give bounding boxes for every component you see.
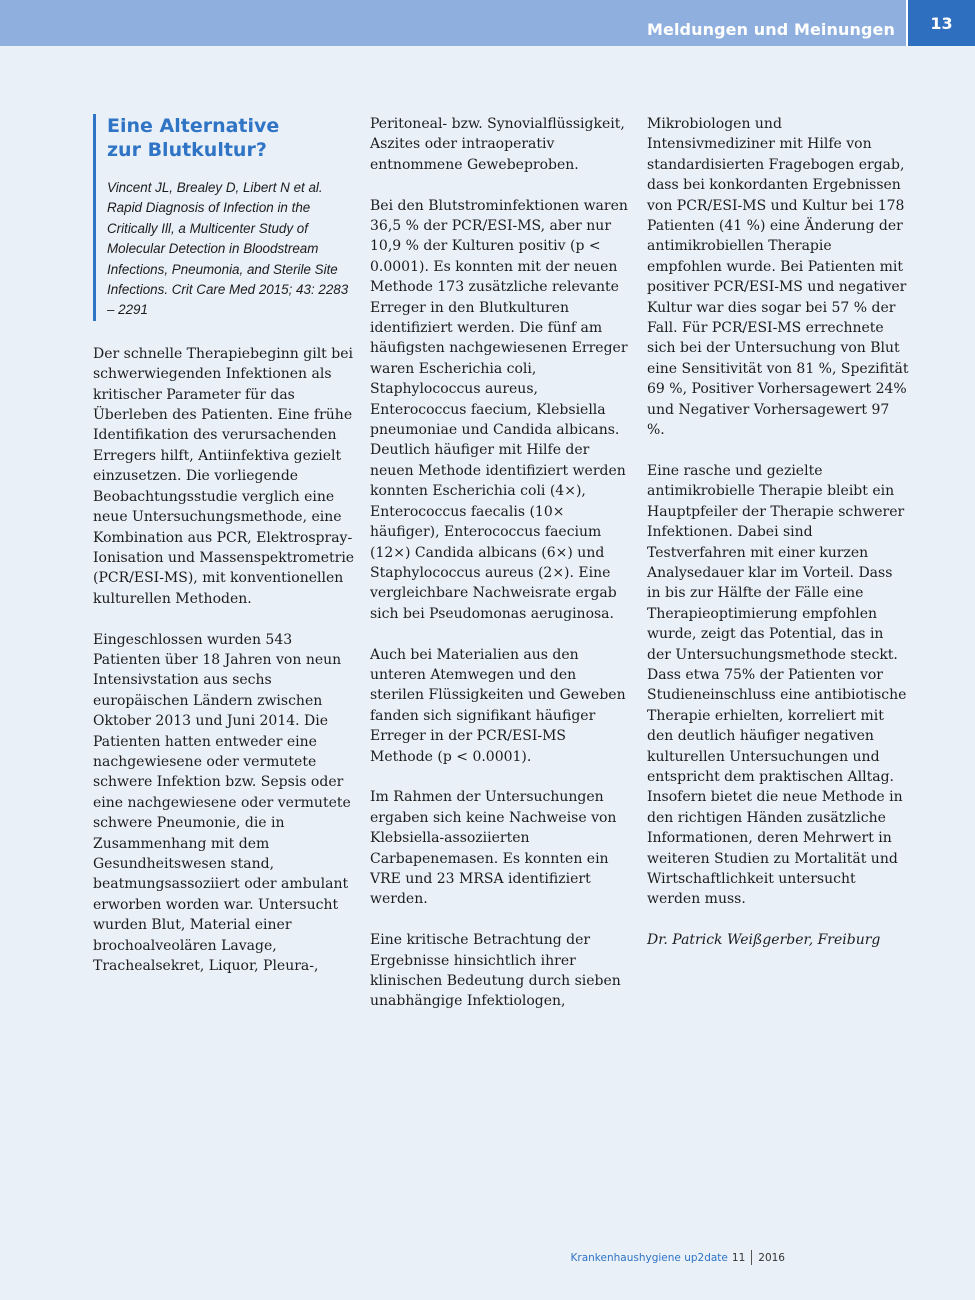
column-2 xyxy=(370,114,632,1032)
paragraph: Eingeschlossen wurden 543 Patienten über 18 Jahren von neun Intensivstation aus sechs europäischen Ländern zwischen Oktober 2013 und Juni 2014. Die Patienten hatten entweder eine nachgewiesene oder vermutete schwere Infektion bzw. Sepsis oder eine nachgewiesene oder vermutete schwere Pneumonie, die in Zusammenhang mit dem Gesundheitswesen stand, beatmungsassoziiert oder ambulant erworben worden war. Untersucht wurden Blut, Material einer brochoalveolären Lavage, Trachealsekret, Liquor, Pleura-, xyxy=(93,631,351,975)
section-title: Meldungen und Meinungen xyxy=(647,20,895,39)
paragraph: Der schnelle Therapiebeginn gilt bei schwerwiegenden Infektionen als kritischer Parameter für das Überleben des Patienten. Eine frühe Identifikation des verursachenden Erregers hilft, Antiinfektiva gezielt einzusetzen. Die vorliegende Beobachtungsstudie verglich eine neue Untersuchungsmethode, eine Kombination aus PCR, Elektrospray-Ionisation und Massenspektrometrie (PCR/ESI-MS), mit konventionellen kulturellen Methoden. xyxy=(93,345,355,607)
paragraph: Peritoneal- bzw. Synovialflüssigkeit, Aszites oder intraoperativ entnommene Gewebeproben. xyxy=(370,116,625,173)
paragraph: Bei den Blutstrominfektionen waren 36,5 % der PCR/ESI-MS, aber nur 10,9 % der Kulturen positiv (p < 0.0001). Es konnten mit der neuen Methode 173 zusätzliche relevante Erreger in den Blutkulturen identifiziert werden. Die fünf am häufigsten nachgewiesenen Erreger waren Escherichia coli, Staphylococcus aureus, Enterococcus faecium, Klebsiella pneumoniae und Candida albicans. Deutlich häufiger mit Hilfe der neuen Methode identifiziert werden konnten Escherichia coli (4×), Enterococcus faecalis (10× häufiger), Enterococcus faecium (12×) Candida albicans (6×) und Staphylococcus aureus (2×). Eine vergleichbare Nachweisrate ergab sich bei Pseudomonas aeruginosa. xyxy=(370,197,628,622)
column-3 xyxy=(647,114,909,971)
footer-issue: 11 xyxy=(731,1251,746,1264)
paragraph: Im Rahmen der Untersuchungen ergaben sich keine Nachweise von Klebsiella-assoziierten Carbapenemasen. Es konnten ein VRE und 23 MRSA identifiziert werden. xyxy=(370,789,617,908)
article-title xyxy=(107,114,355,162)
article-title-block xyxy=(93,114,355,321)
page-number: 13 xyxy=(908,0,975,46)
article-reference: Vincent JL, Brealey D, Libert N et al. Rapid Diagnosis of Infection in the Critically Ill, a Multicenter Study of Molecular Detection in Bloodstream Infections, Pneumonia, and Sterile Site Infections. Crit Care Med 2015; 43: 2283 – 2291 xyxy=(107,180,349,318)
footer-journal: Krankenhaushygiene up2date xyxy=(570,1251,728,1264)
article-title-line-1: Eine Alternative xyxy=(107,115,280,137)
footer-year: 2016 xyxy=(758,1251,785,1264)
paragraph: Eine rasche und gezielte antimikrobielle Therapie bleibt ein Hauptpfeiler der Therapie schwerer Infektionen. Dabei sind Testverfahren mit einer kurzen Analysedauer klar im Vorteil. Dass in bis zur Hälfte der Fälle eine Therapieoptimierung empfohlen wurde, zeigt das Potential, das in der Untersuchungsmethode steckt. Dass etwa 75% der Patienten vor Studieneinschluss eine antibiotische Therapie erhielten, korreliert mit den deutlich häufiger negativen kulturellen Untersuchungen und entspricht dem praktischen Alltag. Insofern bietet die neue Methode in den richtigen Händen zusätzliche Informationen, deren Mehrwert in weiteren Studien zu Mortalität und Wirtschaftlichkeit untersucht werden muss. xyxy=(647,462,907,908)
paragraph: Eine kritische Betrachtung der Ergebnisse hinsichtlich ihrer klinischen Bedeutung durch sieben unabhängige Infektiologen, xyxy=(370,932,621,1010)
article-author: Dr. Patrick Weißgerber, Freiburg xyxy=(647,932,881,949)
article-title-line-2: zur Blutkultur? xyxy=(107,139,267,161)
column-1 xyxy=(93,114,355,997)
paragraph: Mikrobiologen und Intensivmediziner mit Hilfe von standardisierten Fragebogen ergab, dass bei konkordanten Ergebnissen von PCR/ESI-MS und Kultur bei 178 Patienten (41 %) eine Änderung der antimikrobiellen Therapie empfohlen wurde. Bei Patienten mit positiver PCR/ESI-MS und negativer Kultur war dies sogar bei 57 % der Fall. Für PCR/ESI-MS errechnete sich bei der Untersuchung von Blut eine Sensitivität von 81 %, Spezifität 69 %, Positiver Vorhersagewert 24% und Negativer Vorhersagewert 97 %. xyxy=(647,116,909,439)
footer-separator xyxy=(751,1250,752,1265)
page-footer xyxy=(571,1250,785,1265)
paragraph: Auch bei Materialien aus den unteren Atemwegen und den sterilen Flüssigkeiten und Geweben fanden sich signifikant häufiger Erreger in der PCR/ESI-MS Methode (p < 0.0001). xyxy=(370,646,626,765)
